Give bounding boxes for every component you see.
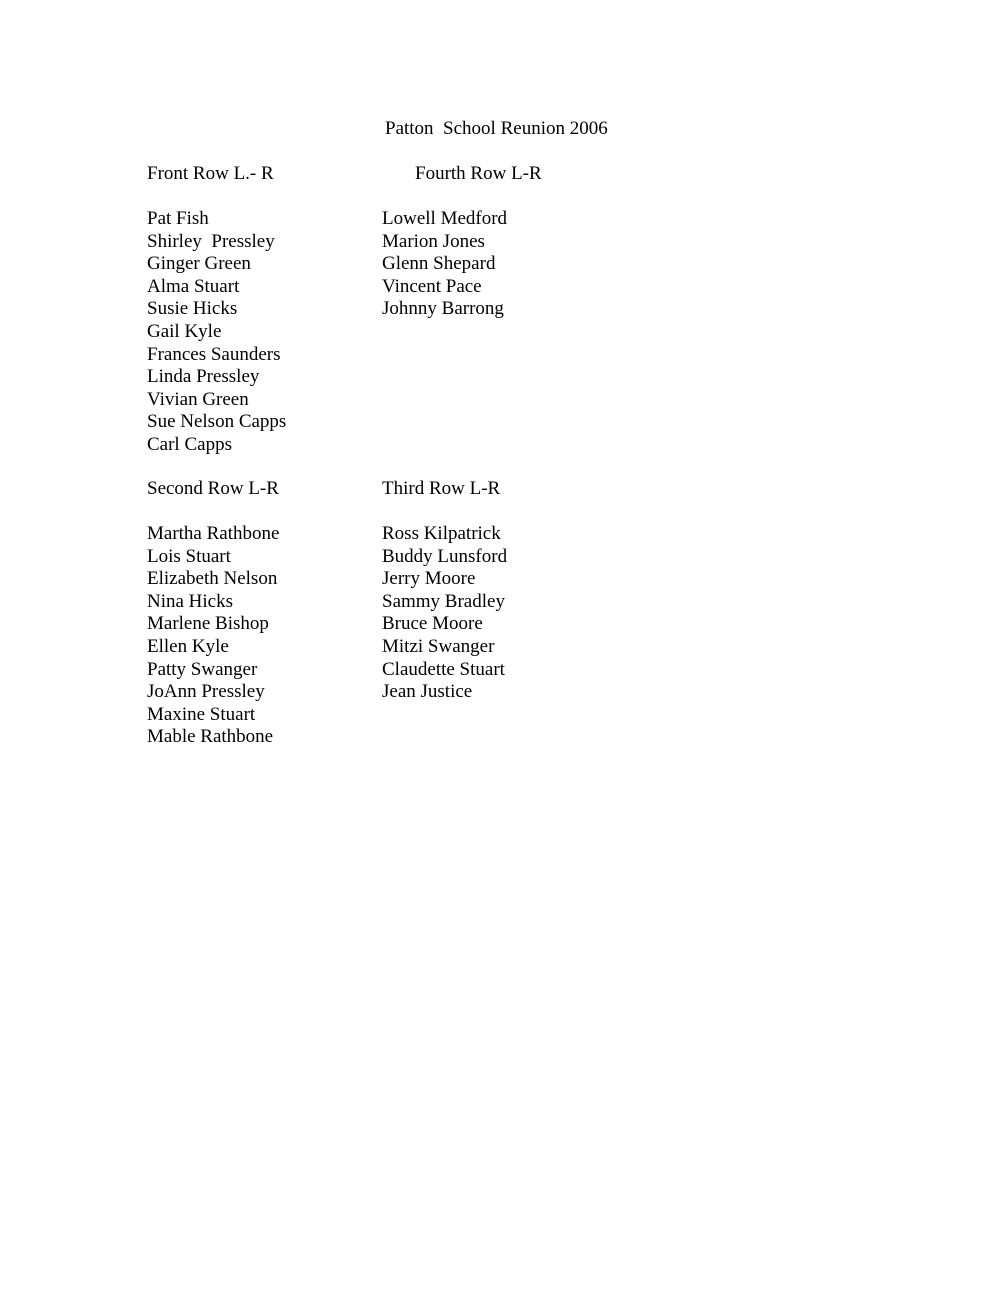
name-item: Alma Stuart	[147, 275, 240, 297]
fourth-row-section	[382, 163, 542, 321]
name-item: Lowell Medford	[382, 208, 508, 229]
name-item: Jean Justice	[382, 681, 473, 703]
name-item: Mable Rathbone	[147, 726, 274, 748]
page-title: Patton School Reunion 2006	[385, 118, 608, 139]
name-item: Elizabeth Nelson	[147, 568, 278, 590]
name-item: Patty Swanger	[147, 658, 258, 680]
name-item: Pat Fish	[147, 208, 209, 229]
name-item: Ross Kilpatrick	[382, 523, 501, 544]
third-row-names	[382, 523, 507, 704]
name-item: Buddy Lunsford	[382, 545, 508, 567]
name-item: Sammy Bradley	[382, 590, 505, 612]
name-item: Gail Kyle	[147, 320, 222, 342]
third-row-heading: Third Row L-R	[382, 478, 501, 499]
name-item: Ellen Kyle	[147, 635, 229, 657]
name-item: Lois Stuart	[147, 545, 231, 567]
name-item: JoAnn Pressley	[147, 681, 265, 703]
name-item: Bruce Moore	[382, 613, 483, 635]
name-item: Glenn Shepard	[382, 253, 496, 275]
name-item: Carl Capps	[147, 433, 232, 455]
front-row-heading: Front Row L.- R	[147, 163, 274, 184]
name-item: Ginger Green	[147, 253, 251, 275]
name-item: Nina Hicks	[147, 590, 234, 612]
name-item: Linda Pressley	[147, 366, 260, 388]
second-row-heading: Second Row L-R	[147, 478, 279, 499]
name-item: Jerry Moore	[382, 568, 476, 590]
name-item: Maxine Stuart	[147, 703, 256, 725]
second-row-section	[147, 478, 279, 749]
name-item: Mitzi Swanger	[382, 635, 495, 657]
name-item: Sue Nelson Capps	[147, 411, 287, 433]
name-item: Frances Saunders	[147, 343, 281, 365]
name-item: Marion Jones	[382, 230, 485, 252]
name-item: Vincent Pace	[382, 275, 482, 297]
front-row-section	[147, 163, 286, 457]
name-item: Marlene Bishop	[147, 613, 269, 635]
third-row-section	[382, 478, 507, 704]
second-row-names	[147, 523, 279, 749]
front-row-names	[147, 208, 286, 457]
fourth-row-names	[382, 208, 542, 321]
name-item: Susie Hicks	[147, 298, 238, 320]
name-item: Claudette Stuart	[382, 658, 505, 680]
name-item: Shirley Pressley	[147, 230, 275, 252]
name-item: Johnny Barrong	[382, 298, 504, 320]
fourth-row-heading: Fourth Row L-R	[415, 163, 542, 184]
name-item: Vivian Green	[147, 388, 249, 410]
name-item: Martha Rathbone	[147, 523, 280, 544]
